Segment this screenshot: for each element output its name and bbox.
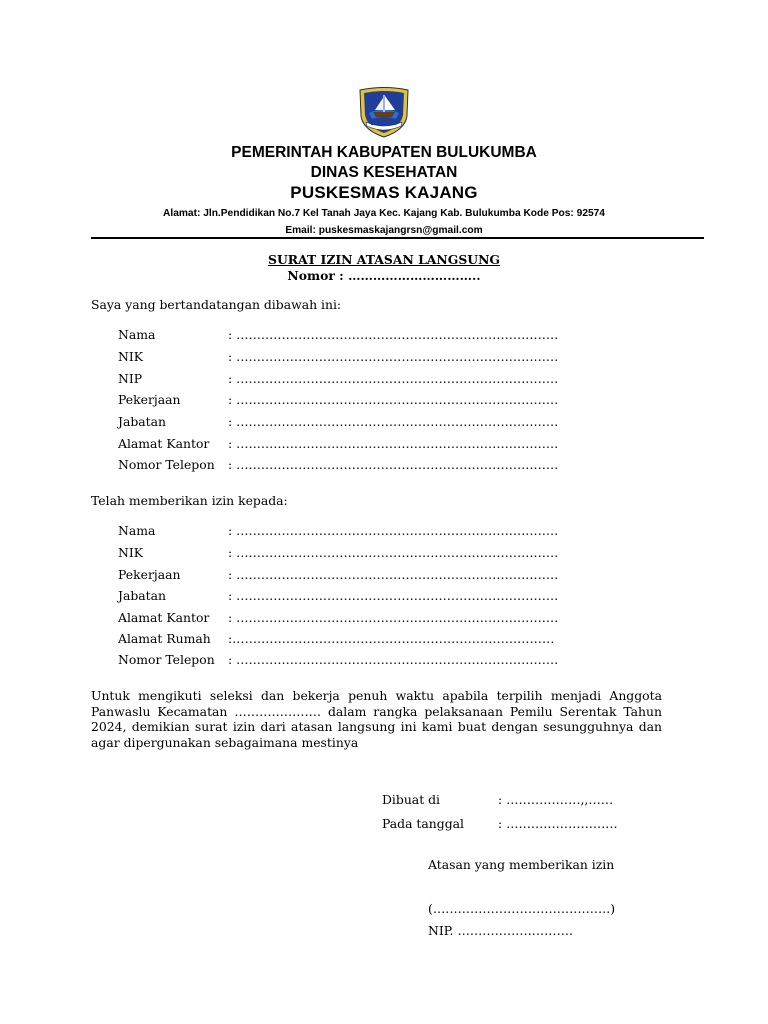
field-label: NIP <box>118 371 143 386</box>
field-label: Pekerjaan <box>118 392 181 407</box>
field-label: Alamat Rumah <box>118 631 211 646</box>
section1-intro: Saya yang bertandatangan dibawah ini: <box>91 297 342 312</box>
field-label: Nomor Telepon <box>118 652 215 667</box>
field-value: : …………………………………………………………………… <box>228 457 559 472</box>
letter-title-text: SURAT IZIN ATASAN LANGSUNG <box>268 252 500 267</box>
approver-caption: Atasan yang memberikan izin <box>428 857 615 872</box>
made-at-label: Dibuat di <box>382 792 441 807</box>
letter-number: Nomor : ………………………….. <box>287 268 481 283</box>
field-label: Nomor Telepon <box>118 457 215 472</box>
field-label: Jabatan <box>118 414 167 429</box>
letterhead-institution: PUSKESMAS KAJANG <box>290 183 478 202</box>
field-value: : …………………………………………………………………… <box>228 371 559 386</box>
field-label: Nama <box>118 523 156 538</box>
field-label: Nama <box>118 327 156 342</box>
field-value: : …………………………………………………………………… <box>228 392 559 407</box>
letterhead-divider <box>91 237 704 239</box>
field-value: : …………………………………………………………………… <box>228 327 559 342</box>
bulukumba-regency-emblem-icon <box>357 86 411 138</box>
field-value: : …………………………………………………………………… <box>228 436 559 451</box>
letterhead-government: PEMERINTAH KABUPATEN BULUKUMBA <box>231 144 537 161</box>
letterhead-department: DINAS KESEHATAN <box>310 164 458 181</box>
field-value: : …………………………………………………………………… <box>228 414 559 429</box>
date-value: : ……………………… <box>498 816 618 831</box>
date-label: Pada tanggal <box>382 816 464 831</box>
letterhead-email: Email: puskesmaskajangrsn@gmail.com <box>285 225 483 236</box>
field-value: : …………………………………………………………………… <box>228 545 559 560</box>
signatory-nip-line: NIP. ………………………. <box>428 923 573 938</box>
letter-title <box>0 252 768 267</box>
field-label: NIK <box>118 545 143 560</box>
signatory-name-line: (…………………………………….) <box>428 901 616 916</box>
section2-intro: Telah memberikan izin kepada: <box>91 493 288 508</box>
field-label: Alamat Kantor <box>118 436 210 451</box>
closing-paragraph: Untuk mengikuti seleksi dan bekerja penuh waktu apabila terpilih menjadi Anggota Panwaslu Kecamatan ………………… dalam rangka pelaksanaan Pemilu Serentak Tahun 2024, demikian surat izin dari atasan langsung ini kami buat dengan sesungguhnya dan agar dipergunakan sebagaimana mestinya <box>91 688 662 750</box>
field-label: Jabatan <box>118 588 167 603</box>
field-value: : …………………………………………………………………… <box>228 588 559 603</box>
field-value: : …………………………………………………………………… <box>228 610 559 625</box>
field-value: : …………………………………………………………………… <box>228 567 559 582</box>
field-value: : …………………………………………………………………… <box>228 523 559 538</box>
field-label: NIK <box>118 349 143 364</box>
made-at-value: : ………………,,…… <box>498 792 614 807</box>
field-value: : …………………………………………………………………… <box>228 349 559 364</box>
field-label: Pekerjaan <box>118 567 181 582</box>
field-label: Alamat Kantor <box>118 610 210 625</box>
field-value: :…………………………………………………………………… <box>228 631 555 646</box>
field-value: : …………………………………………………………………… <box>228 652 559 667</box>
letterhead-address: Alamat: Jln.Pendidikan No.7 Kel Tanah Jaya Kec. Kajang Kab. Bulukumba Kode Pos: 92574 <box>163 208 605 219</box>
